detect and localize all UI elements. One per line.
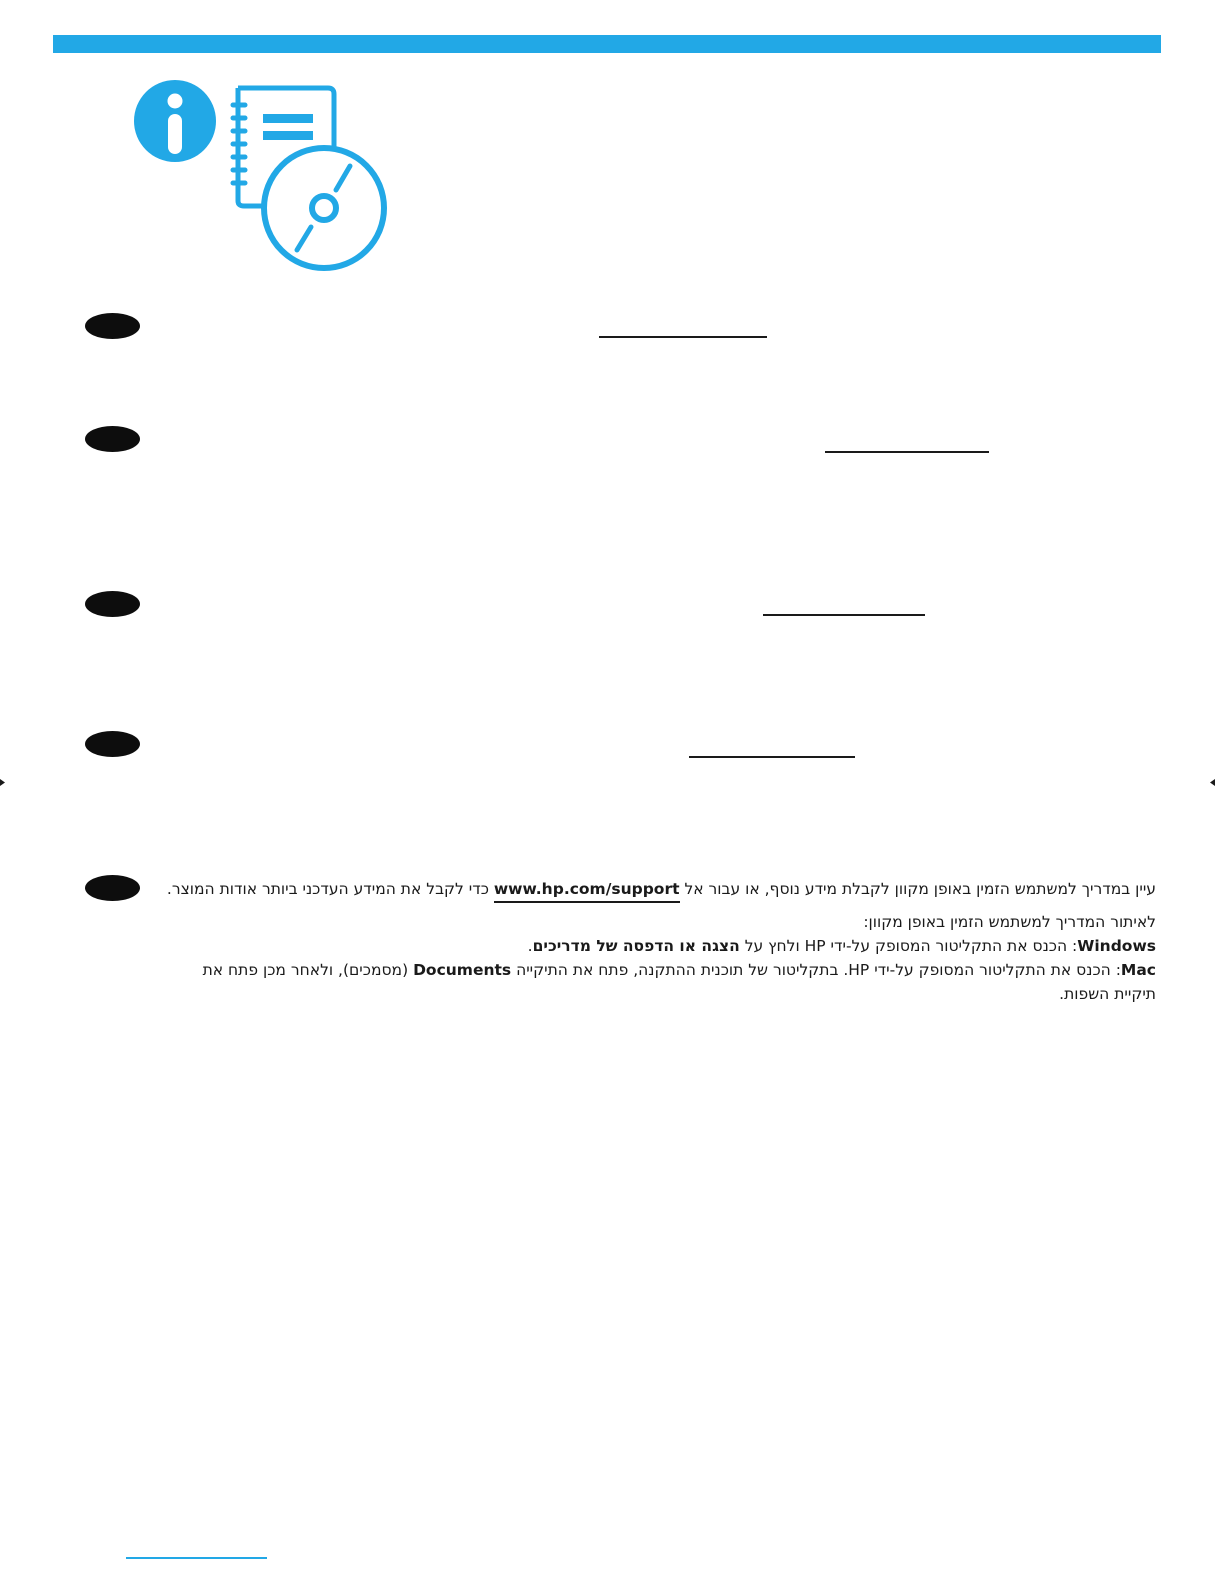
- support-link-line-3: [763, 614, 925, 616]
- support-url-link[interactable]: www.hp.com/support: [494, 880, 680, 903]
- support-link-line-1: [599, 336, 767, 338]
- hebrew-intro: [141, 877, 1156, 901]
- registration-mark-right: [1210, 779, 1215, 786]
- mac-instruction: [181, 958, 1156, 1006]
- mac-end: (מסמכים), ולאחר מכן פתח את תיקיית השפות.: [202, 961, 1156, 1003]
- windows-label: Windows: [1077, 937, 1156, 955]
- mac-label: Mac: [1120, 961, 1156, 979]
- mac-bold-text: Documents: [413, 961, 512, 979]
- language-badge-2: [85, 426, 140, 452]
- language-badge-he: [85, 875, 140, 901]
- support-link-line-4: [689, 756, 855, 758]
- info-documents-disc-icon: [130, 78, 390, 273]
- top-accent-bar: [53, 35, 1161, 53]
- windows-bold-text: הצגה או הדפסה של מדריכים: [532, 937, 740, 955]
- windows-end: .: [527, 937, 533, 955]
- language-badge-3: [85, 591, 140, 617]
- windows-instruction: [156, 934, 1156, 958]
- registration-mark-left: [0, 779, 5, 786]
- mac-text: : הכנס את התקליטור המסופק על-ידי HP. בתקליטור של תוכנית ההתקנה, פתח את התיקייה: [511, 961, 1121, 979]
- locate-title: לאיתור המדריך למשתמש הזמין באופן מקוון:: [863, 913, 1156, 931]
- bottom-accent-line: [126, 1557, 267, 1559]
- support-link-line-2: [825, 451, 989, 453]
- intro-after: כדי לקבל את המידע העדכני ביותר אודות המוצר.: [166, 880, 494, 898]
- intro-before: עיין במדריך למשתמש הזמין באופן מקוון לקבלת מידע נוסף, או עבור אל: [679, 880, 1156, 898]
- windows-text: : הכנס את התקליטור המסופק על-ידי HP ולחץ על: [739, 937, 1078, 955]
- language-badge-1: [85, 313, 140, 339]
- hebrew-instructions: [156, 910, 1156, 1006]
- language-badge-4: [85, 731, 140, 757]
